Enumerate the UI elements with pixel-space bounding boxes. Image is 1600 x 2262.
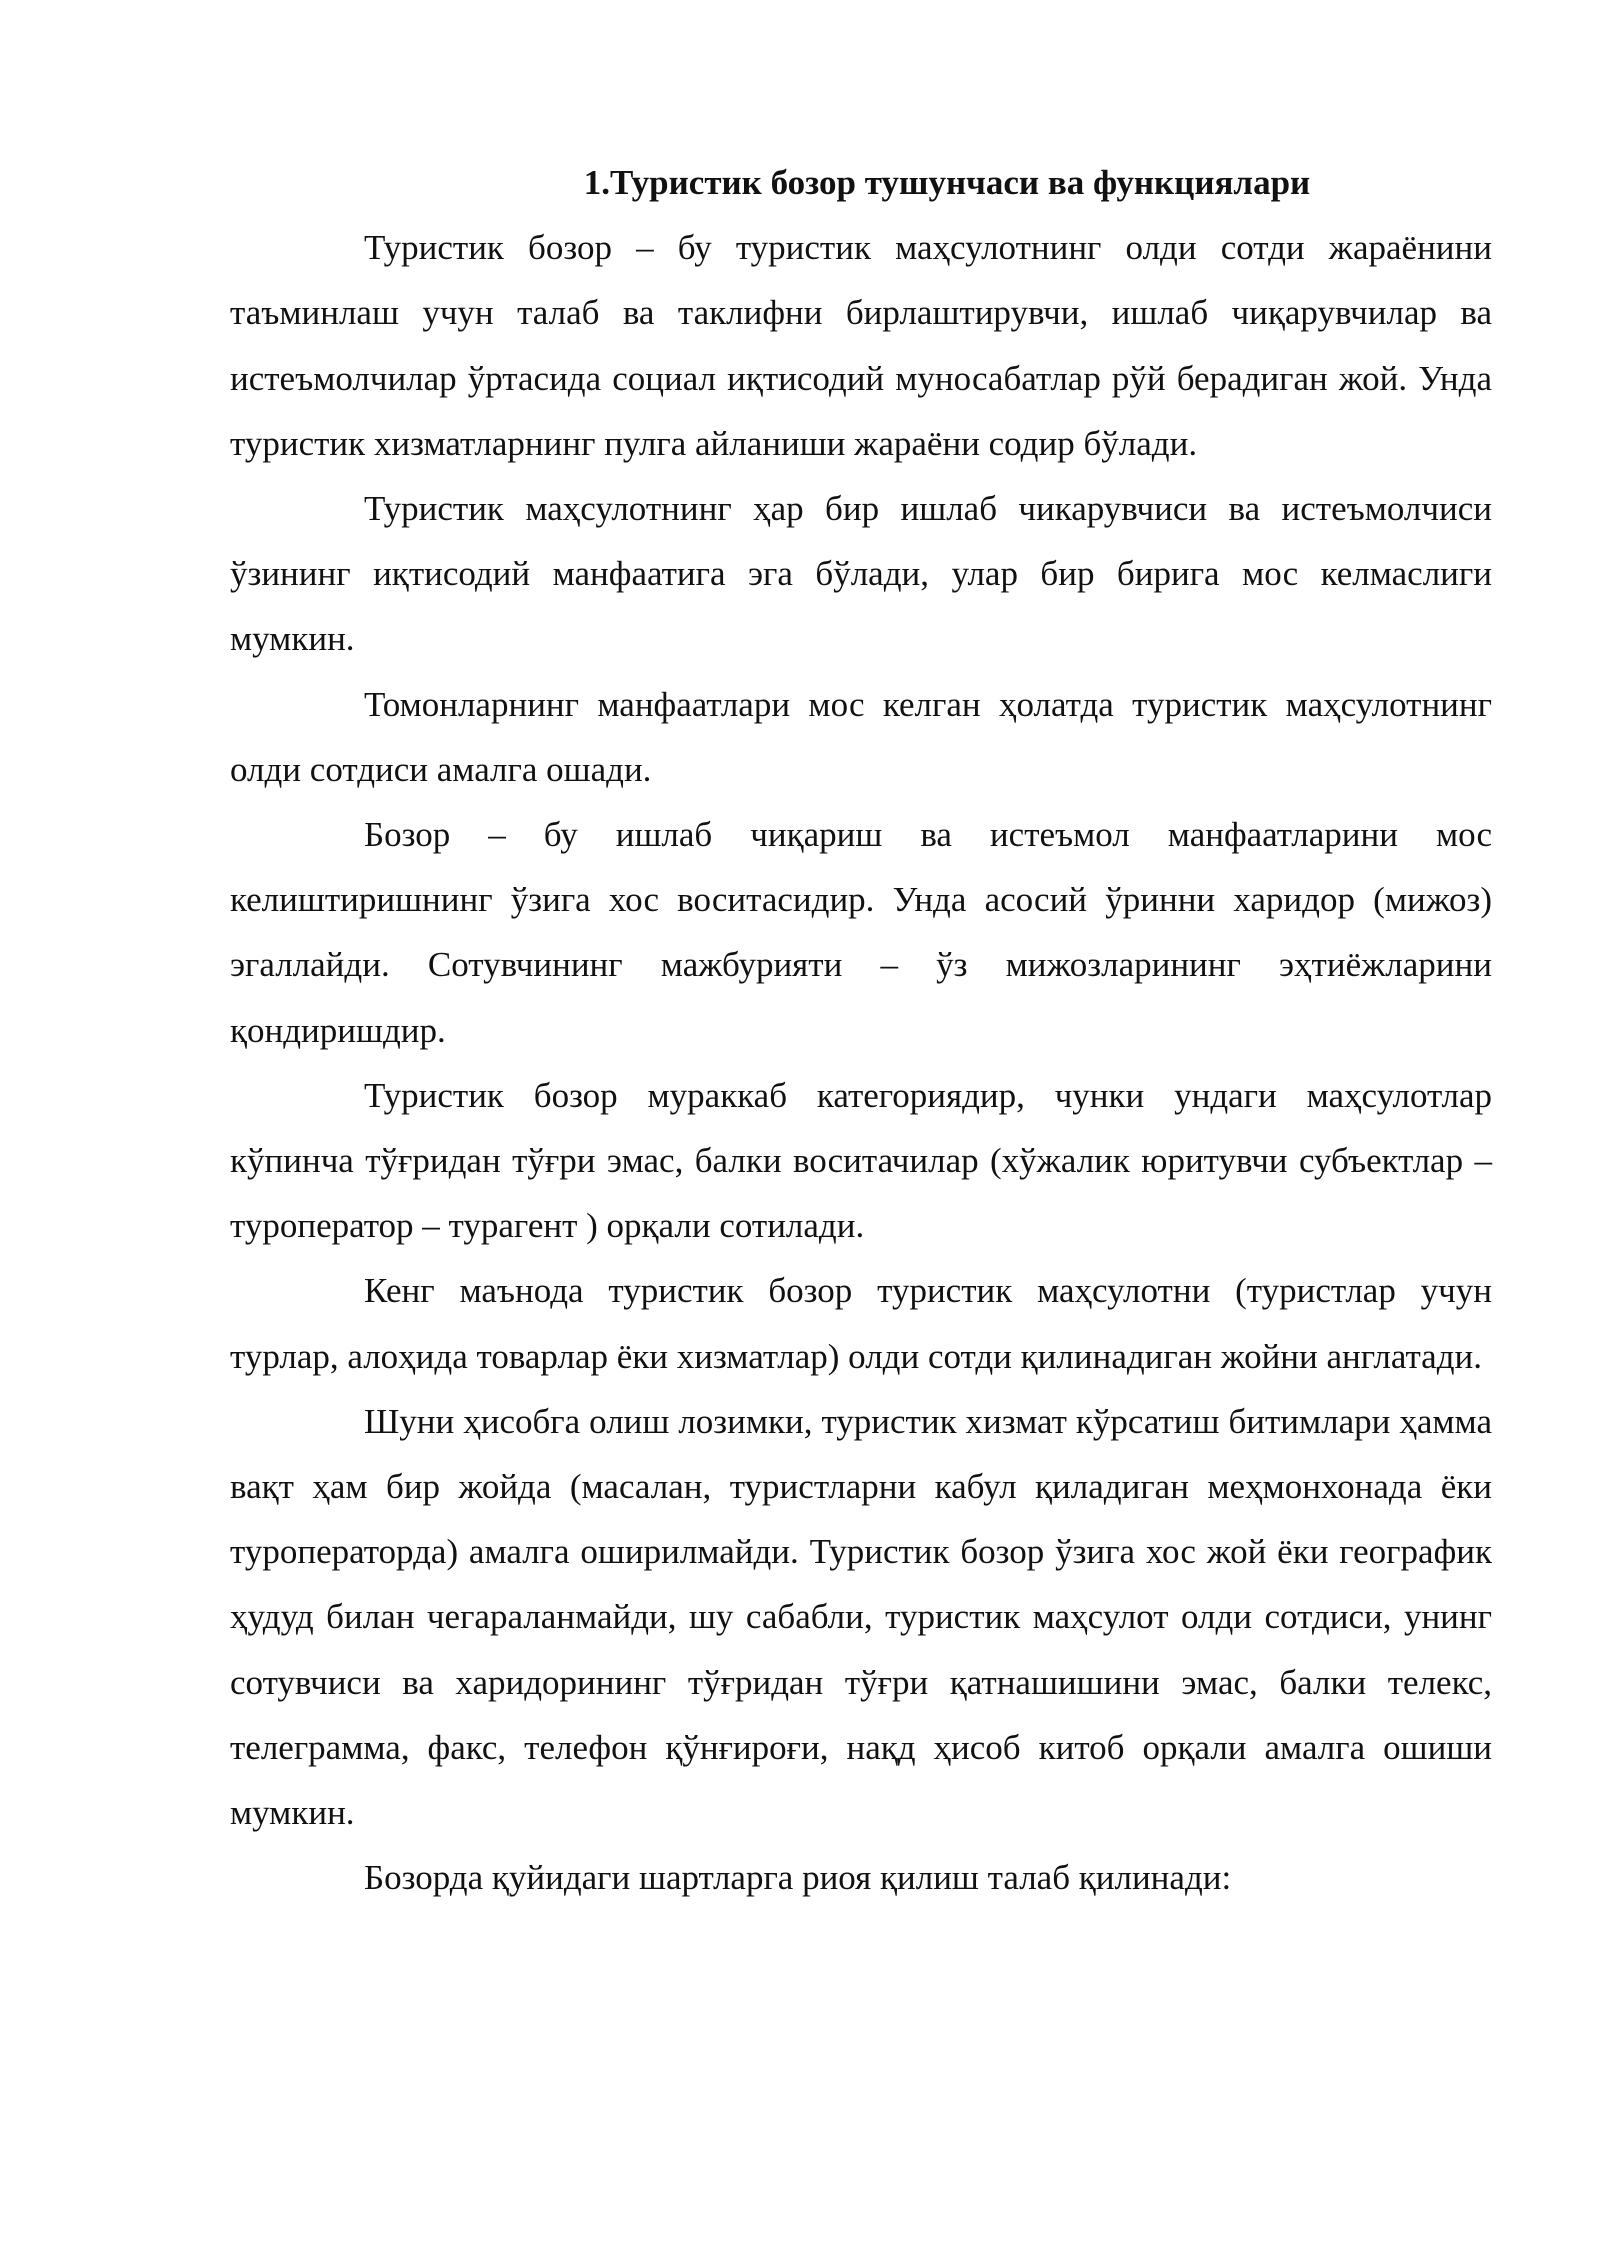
paragraph-6: Кенг маънода туристик бозор туристик маҳсулотни (туристлар учун турлар, алоҳида товарлар ёки хизматлар) олди сотди қилинадиган жойни англатади. <box>230 1271 1492 1376</box>
paragraph-1: Туристик бозор – бу туристик маҳсулотнинг олди сотди жараёнини таъминлаш учун талаб ва таклифни бирлаштирувчи, ишлаб чиқарувчилар ва истеъмолчилар ўртасида социал иқтисодий муносабатлар рўй берадиган жой. Унда туристик хизматларнинг пулга айланиши жараёни содир бўлади. <box>230 228 1492 463</box>
paragraph-3: Томонларнинг манфаатлари мос келган ҳолатда туристик маҳсулотнинг олди сотдиси амалга ошади. <box>230 684 1492 789</box>
section-title: 1.Туристик бозор тушунчаси ва функциялари <box>583 163 1311 202</box>
paragraph-5: Туристик бозор мураккаб категориядир, чунки ундаги маҳсулотлар кўпинча тўғридан тўғри эмас, балки воситачилар (хўжалик юритувчи субъектлар – туроператор – турагент ) орқали сотилади. <box>230 1075 1492 1246</box>
paragraph-2: Туристик маҳсулотнинг ҳар бир ишлаб чикарувчиси ва истеъмолчиси ўзининг иқтисодий манфаатига эга бўлади, улар бир бирига мос келмаслиги мумкин. <box>230 489 1492 659</box>
document-page <box>230 150 1492 1910</box>
paragraph-8: Бозорда қуйидаги шартларга риоя қилиш талаб қилинади: <box>364 1858 1232 1898</box>
paragraph-7: Шуни ҳисобга олиш лозимки, туристик хизмат кўрсатиш битимлари ҳамма вақт ҳам бир жойда (масалан, туристларни кабул қиладиган меҳмонхонада ёки туроператорда) амалга оширилмайди. Туристик бозор ўзига хос жой ёки географик ҳудуд билан чегараланмайди, шу сабабли, туристик маҳсулот олди сотдиси, унинг сотувчиси ва харидорининг тўғридан тўғри қатнашишини эмас, балки телекс, телеграмма, факс, телефон қўнғироғи, нақд ҳисоб китоб орқали амалга ошиши мумкин. <box>230 1401 1492 1833</box>
paragraph-4: Бозор – бу ишлаб чиқариш ва истеъмол манфаатларини мос келиштиришнинг ўзига хос воситасидир. Унда асосий ўринни харидор (мижоз) эгаллайди. Сотувчининг мажбурияти – ўз мижозларининг эҳтиёжларини қондиришдир. <box>230 815 1492 1050</box>
